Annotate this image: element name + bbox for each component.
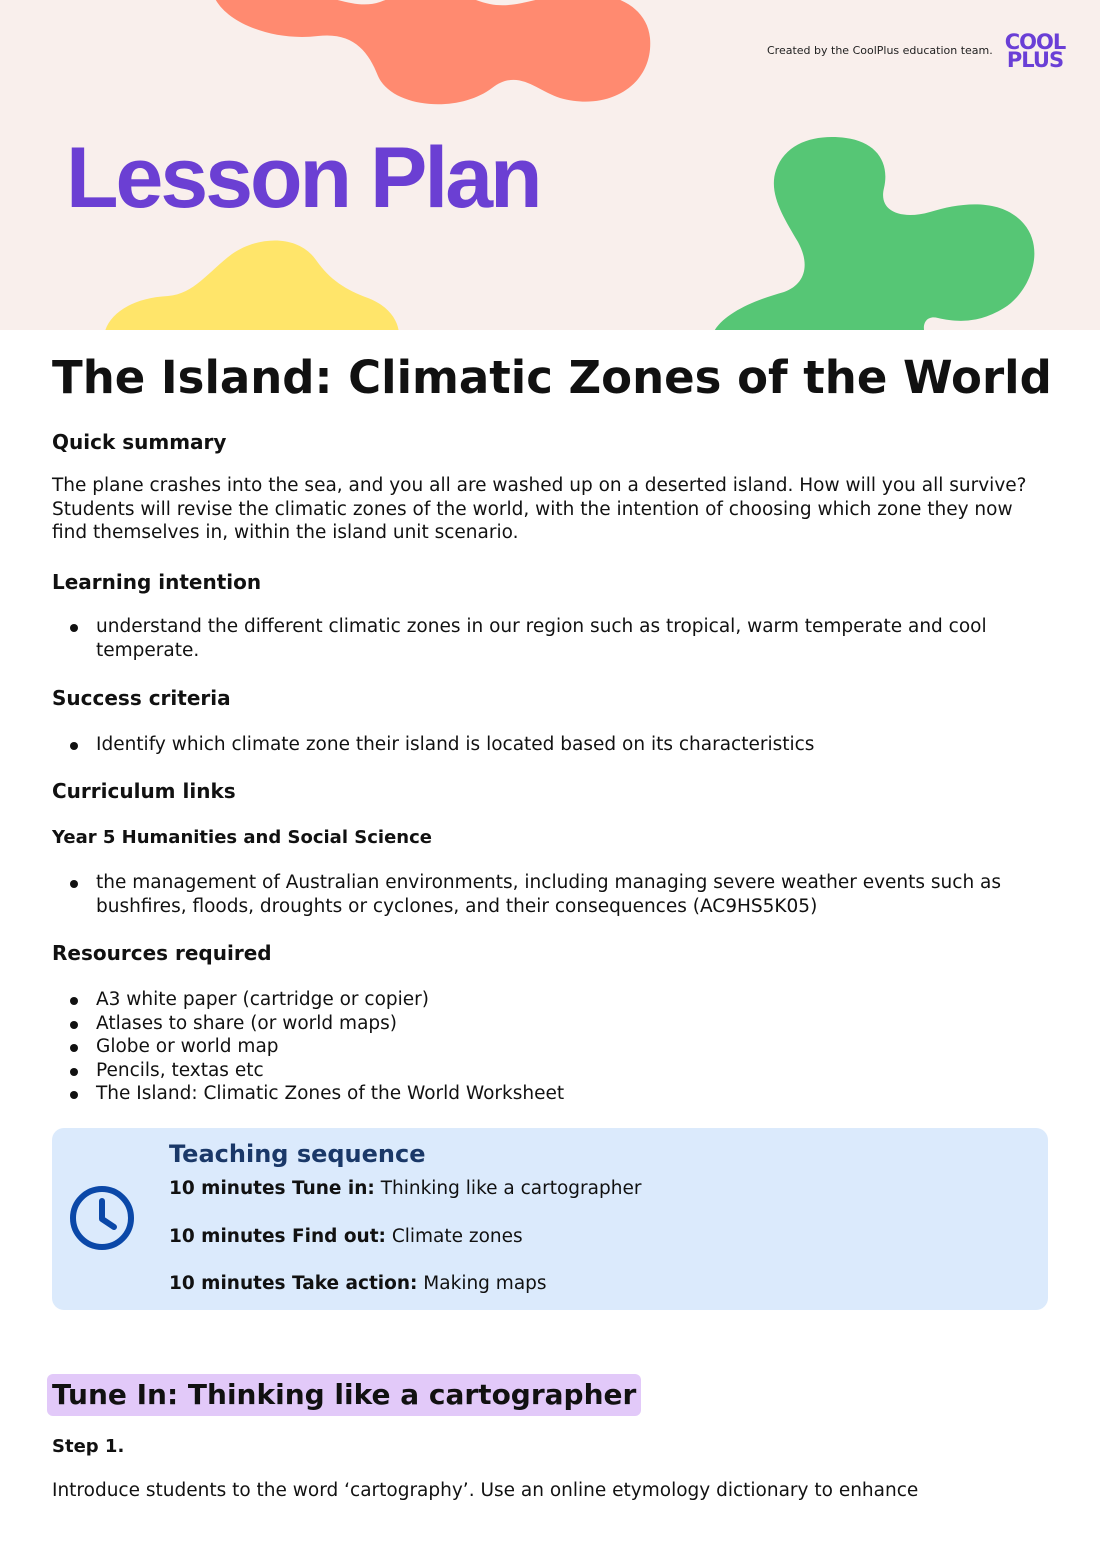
- coral-paint-blob: [200, 0, 660, 130]
- green-paint-blob: [706, 132, 1040, 330]
- teaching-sequence-heading: Teaching sequence: [169, 1140, 426, 1168]
- list-item: Identify which climate zone their island is located based on its characteristics: [52, 733, 1048, 757]
- teaching-row-take-action: [169, 1273, 547, 1294]
- list-item: [52, 871, 1048, 918]
- quick-summary-line: Students will revise the climatic zones of the world, with the intention of choosing which zone they now: [52, 498, 1013, 520]
- teaching-row-find-out: [169, 1226, 523, 1247]
- teaching-row-label: 10 minutes Take action:: [169, 1273, 418, 1294]
- learning-intention-heading: Learning intention: [52, 570, 262, 594]
- curriculum-links-heading: Curriculum links: [52, 779, 236, 803]
- success-criteria-heading: Success criteria: [52, 686, 231, 710]
- teaching-row-text: Making maps: [417, 1273, 547, 1294]
- clock-icon: [68, 1184, 136, 1252]
- list-item-line: the management of Australian environments, including managing severe weather events such as: [96, 872, 1002, 893]
- teaching-sequence-box: [52, 1128, 1048, 1310]
- curriculum-subheading: Year 5 Humanities and Social Science: [52, 827, 432, 848]
- list-item: [52, 615, 1048, 662]
- list-item-line: temperate.: [96, 639, 200, 661]
- tune-in-heading: Tune In: Thinking like a cartographer: [47, 1374, 641, 1416]
- quick-summary-line: The plane crashes into the sea, and you all are washed up on a deserted island. How will you all survive?: [52, 475, 1027, 496]
- list-item: Globe or world map: [52, 1035, 1048, 1059]
- learning-intention-list: [52, 615, 1048, 662]
- logo-line-1: COOL: [1004, 30, 1066, 54]
- list-item: A3 white paper (cartridge or copier): [52, 988, 1048, 1012]
- coolplus-logo: [1003, 30, 1067, 72]
- list-item: The Island: Climatic Zones of the World Worksheet: [52, 1082, 1048, 1106]
- credit-text: Created by the CoolPlus education team.: [767, 44, 993, 57]
- teaching-row-text: Climate zones: [385, 1226, 523, 1247]
- quick-summary-text: [52, 474, 1048, 545]
- header-banner: [0, 0, 1100, 330]
- list-item: Atlases to share (or world maps): [52, 1012, 1048, 1036]
- page-title: Lesson Plan: [66, 130, 540, 226]
- teaching-row-text: Thinking like a cartographer: [374, 1178, 642, 1199]
- teaching-row-label: 10 minutes Find out:: [169, 1226, 386, 1247]
- success-criteria-list: [52, 733, 1048, 757]
- quick-summary-line: find themselves in, within the island unit scenario.: [52, 522, 519, 543]
- step-text: Introduce students to the word ‘cartography’. Use an online etymology dictionary to enhance: [52, 1480, 919, 1501]
- list-item-line: bushfires, floods, droughts or cyclones, and their consequences (AC9HS5K05): [96, 895, 818, 917]
- quick-summary-heading: Quick summary: [52, 430, 227, 454]
- teaching-row-tune-in: [169, 1178, 641, 1199]
- resources-heading: Resources required: [52, 941, 272, 965]
- teaching-row-label: 10 minutes Tune in:: [169, 1178, 375, 1199]
- curriculum-links-list: [52, 871, 1048, 918]
- yellow-paint-blob: [98, 232, 408, 330]
- resources-list: [52, 988, 1048, 1106]
- lesson-title: The Island: Climatic Zones of the World: [52, 351, 1052, 404]
- list-item: Pencils, textas etc: [52, 1059, 1048, 1083]
- list-item-line: understand the different climatic zones in our region such as tropical, warm temperate and cool: [96, 616, 987, 637]
- step-label: Step 1.: [52, 1436, 125, 1457]
- logo-line-2: PLUS: [1006, 48, 1064, 72]
